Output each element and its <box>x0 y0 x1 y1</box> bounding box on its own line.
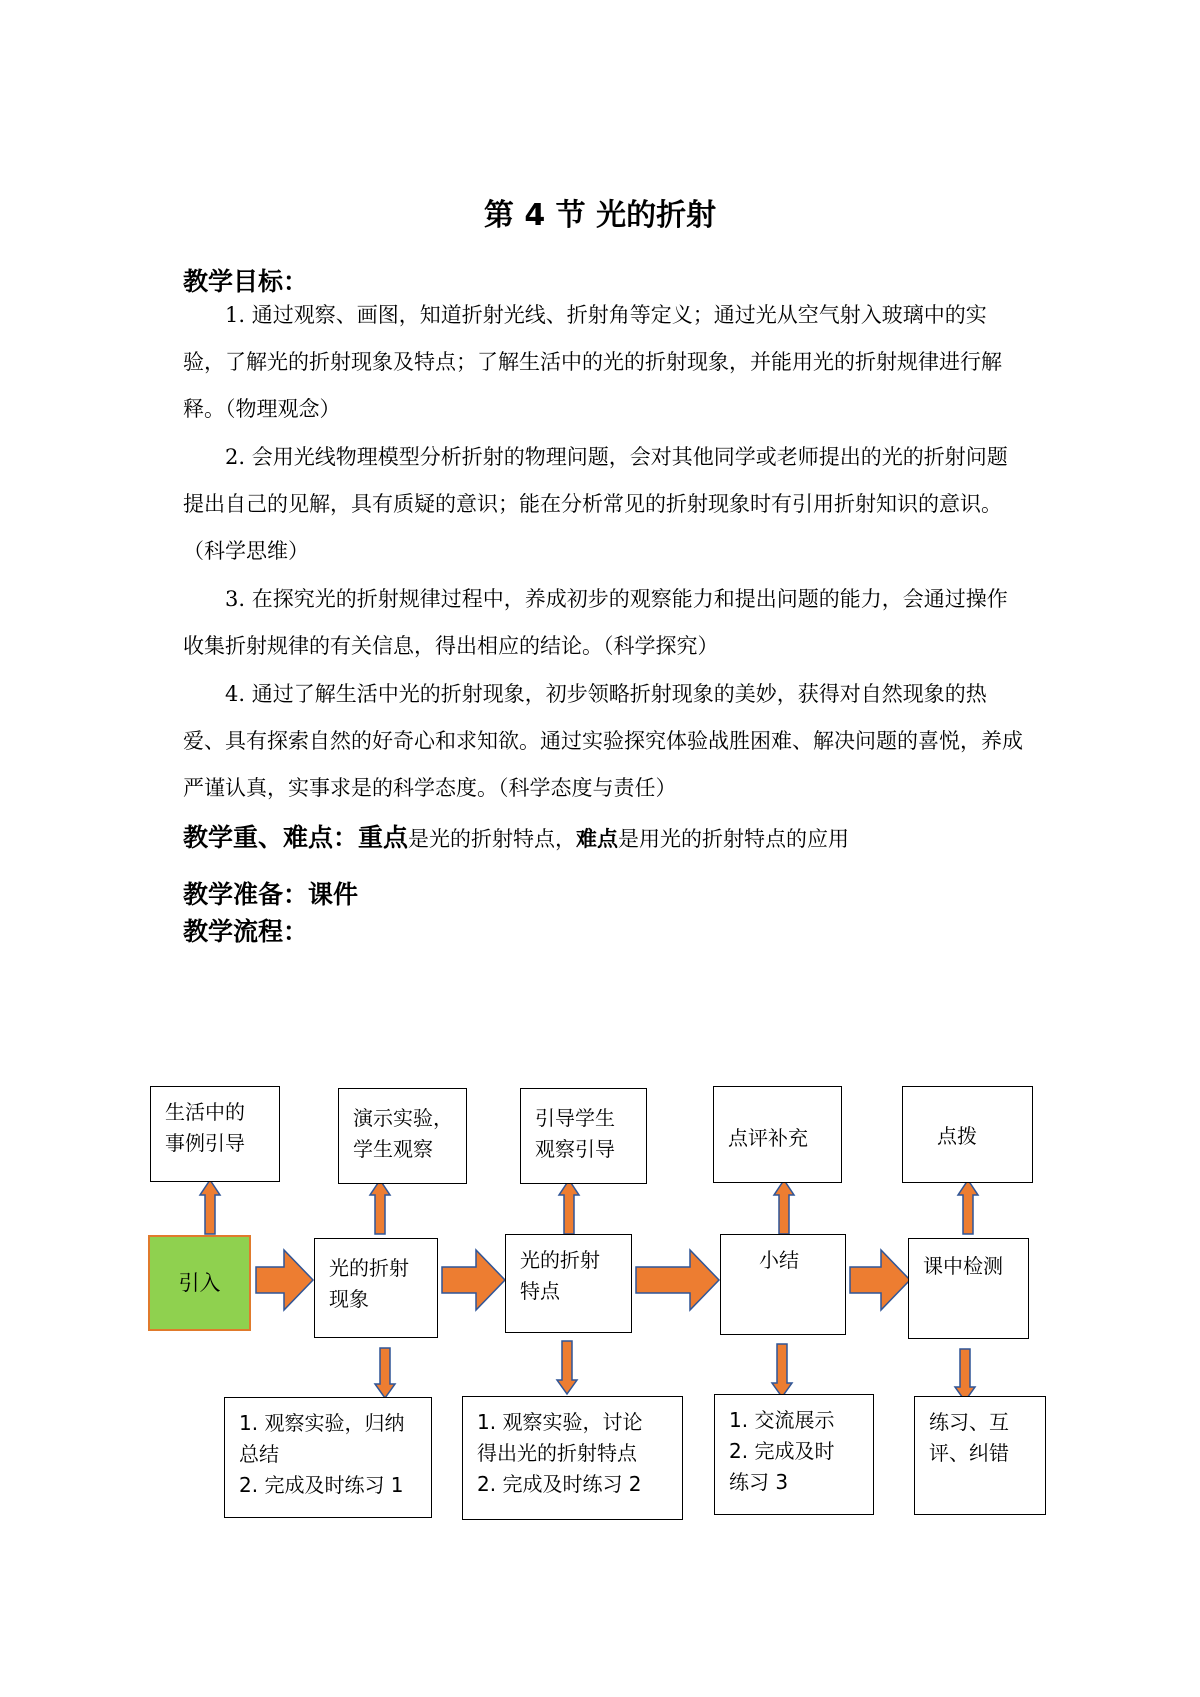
objective-3: 3. 在探究光的折射规律过程中，养成初步的观察能力和提出问题的能力，会通过操作收集折射规律的有关信息，得出相应的结论。（科学探究） <box>183 587 1008 658</box>
key-label: 重点 <box>358 823 409 852</box>
down-arrow-3 <box>772 1344 792 1397</box>
main-box-phenomenon: 光的折射 现象 <box>314 1238 438 1338</box>
right-arrow-2 <box>442 1250 505 1310</box>
top-box-hint: 点拨 <box>902 1086 1033 1183</box>
top-box-comment: 点评补充 <box>713 1086 842 1183</box>
key-points-heading: 教学重、难点： <box>183 823 359 852</box>
objective-1: 1. 通过观察、画图，知道折射光线、折射角等定义；通过光从空气射入玻璃中的实验，了解光的折射现象及特点；了解生活中的光的折射现象，并能用光的折射规律进行解释。（物理观念） <box>183 303 1002 421</box>
right-arrow-3 <box>636 1250 719 1310</box>
up-arrow-5 <box>958 1180 978 1234</box>
page-title: 第 4 节 光的折射 <box>483 198 717 233</box>
key-points-line <box>183 818 849 854</box>
main-box-summary: 小结 <box>720 1234 846 1335</box>
right-arrow-1 <box>256 1250 313 1310</box>
up-arrow-3 <box>559 1180 579 1234</box>
process-heading: 教学流程： <box>183 917 309 946</box>
up-arrow-2 <box>370 1180 390 1234</box>
preparation-line: 教学准备：课件 <box>183 880 359 909</box>
difficult-text: 是用光的折射特点的应用 <box>618 827 850 851</box>
top-box-demo: 演示实验， 学生观察 <box>338 1088 467 1184</box>
bottom-box-3: 1. 交流展示 2. 完成及时 练习 3 <box>714 1394 874 1515</box>
top-box-life-examples: 生活中的 事例引导 <box>150 1086 280 1182</box>
top-box-guide: 引导学生 观察引导 <box>520 1088 647 1184</box>
bottom-box-1: 1. 观察实验，归纳 总结 2. 完成及时练习 1 <box>224 1397 432 1518</box>
down-arrow-4 <box>955 1349 975 1401</box>
objectives-heading: 教学目标： <box>183 267 309 296</box>
main-box-intro: 引入 <box>148 1235 251 1331</box>
down-arrow-2 <box>557 1341 577 1394</box>
difficult-label: 难点 <box>576 827 619 851</box>
objective-4: 4. 通过了解生活中光的折射现象，初步领略折射现象的美妙，获得对自然现象的热爱、具有探索自然的好奇心和求知欲。通过实验探究体验战胜困难、解决问题的喜悦，养成严谨认真，实事求是的科学态度。（科学态度与责任） <box>183 682 1023 800</box>
right-arrow-4 <box>850 1250 910 1310</box>
bottom-box-2: 1. 观察实验，讨论 得出光的折射特点 2. 完成及时练习 2 <box>462 1396 683 1520</box>
down-arrow-1 <box>375 1348 395 1398</box>
bottom-box-4: 练习、互 评、纠错 <box>914 1396 1046 1515</box>
key-text: 是光的折射特点， <box>408 827 577 851</box>
objective-2: 2. 会用光线物理模型分析折射的物理问题，会对其他同学或老师提出的光的折射问题提出自己的见解，具有质疑的意识；能在分析常见的折射现象时有引用折射知识的意识。（科学思维） <box>183 445 1008 563</box>
up-arrow-1 <box>200 1180 220 1234</box>
main-box-quiz: 课中检测 <box>908 1238 1029 1339</box>
up-arrow-4 <box>774 1180 794 1234</box>
main-box-features: 光的折射 特点 <box>505 1234 632 1333</box>
